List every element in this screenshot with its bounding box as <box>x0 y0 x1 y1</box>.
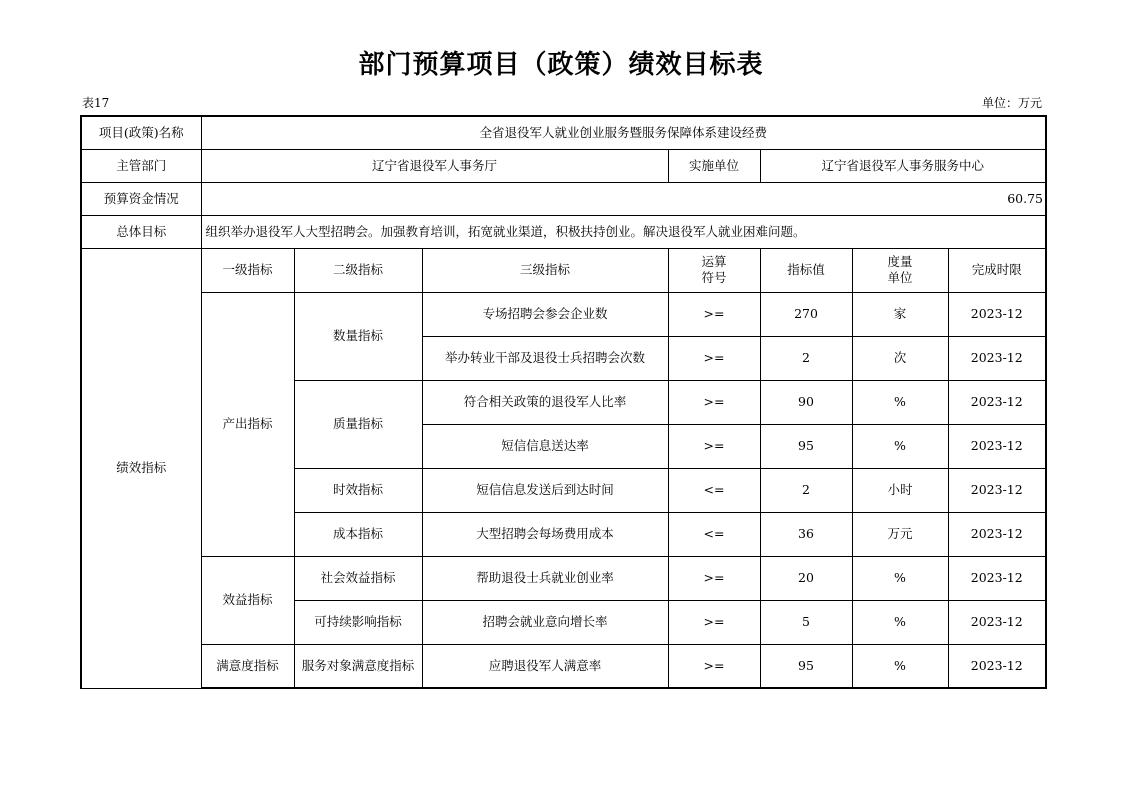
indicator-name: 应聘退役军人满意率 <box>422 644 668 688</box>
indicator-unit: 万元 <box>852 512 948 556</box>
indicator-deadline: 2023-12 <box>948 424 1046 468</box>
table-row <box>81 644 1046 688</box>
indicator-header-row <box>81 248 1046 292</box>
performance-target-table <box>80 115 1047 689</box>
header-level2: 二级指标 <box>294 248 422 292</box>
indicator-unit: % <box>852 556 948 600</box>
indicator-deadline: 2023-12 <box>948 600 1046 644</box>
indicator-unit: 家 <box>852 292 948 336</box>
header-operator-line2: 符号 <box>701 270 727 285</box>
unit-label: 单位：万元 <box>981 96 1042 110</box>
level2-cost: 成本指标 <box>294 512 422 556</box>
indicator-value: 20 <box>760 556 852 600</box>
indicator-unit: % <box>852 600 948 644</box>
table-row <box>81 292 1046 336</box>
project-name-label: 项目(政策)名称 <box>81 116 201 149</box>
indicator-operator: >= <box>668 644 760 688</box>
level2-sustainable: 可持续影响指标 <box>294 600 422 644</box>
indicator-unit: 次 <box>852 336 948 380</box>
indicator-unit: % <box>852 644 948 688</box>
indicator-operator: >= <box>668 600 760 644</box>
dept-value: 辽宁省退役军人事务厅 <box>201 149 668 182</box>
indicator-value: 270 <box>760 292 852 336</box>
project-name-value: 全省退役军人就业创业服务暨服务保障体系建设经费 <box>201 116 1046 149</box>
indicator-name: 短信信息送达率 <box>422 424 668 468</box>
indicator-operator: >= <box>668 424 760 468</box>
header-unit-line1: 度量 <box>887 254 913 269</box>
indicator-unit: % <box>852 424 948 468</box>
indicator-name: 专场招聘会参会企业数 <box>422 292 668 336</box>
indicator-value: 2 <box>760 336 852 380</box>
budget-label: 预算资金情况 <box>81 182 201 215</box>
indicator-value: 95 <box>760 424 852 468</box>
indicator-operator: <= <box>668 512 760 556</box>
indicator-deadline: 2023-12 <box>948 292 1046 336</box>
impl-unit-label: 实施单位 <box>668 149 760 182</box>
level2-social: 社会效益指标 <box>294 556 422 600</box>
table-number: 表17 <box>82 96 110 110</box>
header-level1: 一级指标 <box>201 248 294 292</box>
indicator-operator: >= <box>668 380 760 424</box>
indicator-name: 举办转业干部及退役士兵招聘会次数 <box>422 336 668 380</box>
overall-goal-label: 总体目标 <box>81 215 201 248</box>
indicator-operator: >= <box>668 292 760 336</box>
header-operator <box>668 248 760 292</box>
indicator-deadline: 2023-12 <box>948 336 1046 380</box>
indicator-value: 90 <box>760 380 852 424</box>
indicator-unit: 小时 <box>852 468 948 512</box>
header-unit <box>852 248 948 292</box>
indicator-operator: >= <box>668 336 760 380</box>
level2-timeliness: 时效指标 <box>294 468 422 512</box>
indicator-operator: >= <box>668 556 760 600</box>
indicator-deadline: 2023-12 <box>948 512 1046 556</box>
indicator-deadline: 2023-12 <box>948 380 1046 424</box>
overall-goal-row <box>81 215 1046 248</box>
header-operator-line1: 运算 <box>701 254 727 269</box>
level1-satisfaction: 满意度指标 <box>201 644 294 688</box>
level2-quantity: 数量指标 <box>294 292 422 380</box>
indicator-deadline: 2023-12 <box>948 468 1046 512</box>
budget-value: 60.75 <box>201 182 1046 215</box>
impl-unit-value: 辽宁省退役军人事务服务中心 <box>760 149 1046 182</box>
indicator-name: 符合相关政策的退役军人比率 <box>422 380 668 424</box>
level1-output: 产出指标 <box>201 292 294 556</box>
level2-quality: 质量指标 <box>294 380 422 468</box>
header-deadline: 完成时限 <box>948 248 1046 292</box>
level1-benefit: 效益指标 <box>201 556 294 644</box>
indicator-name: 招聘会就业意向增长率 <box>422 600 668 644</box>
dept-label: 主管部门 <box>81 149 201 182</box>
level2-service: 服务对象满意度指标 <box>294 644 422 688</box>
header-level3: 三级指标 <box>422 248 668 292</box>
overall-goal-value: 组织举办退役军人大型招聘会。加强教育培训，拓宽就业渠道，积极扶持创业。解决退役军人就业困难问题。 <box>201 215 1046 248</box>
indicator-deadline: 2023-12 <box>948 556 1046 600</box>
indicator-name: 短信信息发送后到达时间 <box>422 468 668 512</box>
indicator-name: 大型招聘会每场费用成本 <box>422 512 668 556</box>
indicator-value: 2 <box>760 468 852 512</box>
department-row <box>81 149 1046 182</box>
indicator-value: 95 <box>760 644 852 688</box>
indicator-value: 5 <box>760 600 852 644</box>
indicator-name: 帮助退役士兵就业创业率 <box>422 556 668 600</box>
project-name-row <box>81 116 1046 149</box>
indicator-operator: <= <box>668 468 760 512</box>
indicator-unit: % <box>852 380 948 424</box>
page-title: 部门预算项目（政策）绩效目标表 <box>358 50 764 80</box>
budget-row <box>81 182 1046 215</box>
indicator-deadline: 2023-12 <box>948 644 1046 688</box>
header-value: 指标值 <box>760 248 852 292</box>
header-unit-line2: 单位 <box>887 270 913 285</box>
indicator-value: 36 <box>760 512 852 556</box>
performance-section-label: 绩效指标 <box>81 248 201 688</box>
table-row <box>81 556 1046 600</box>
